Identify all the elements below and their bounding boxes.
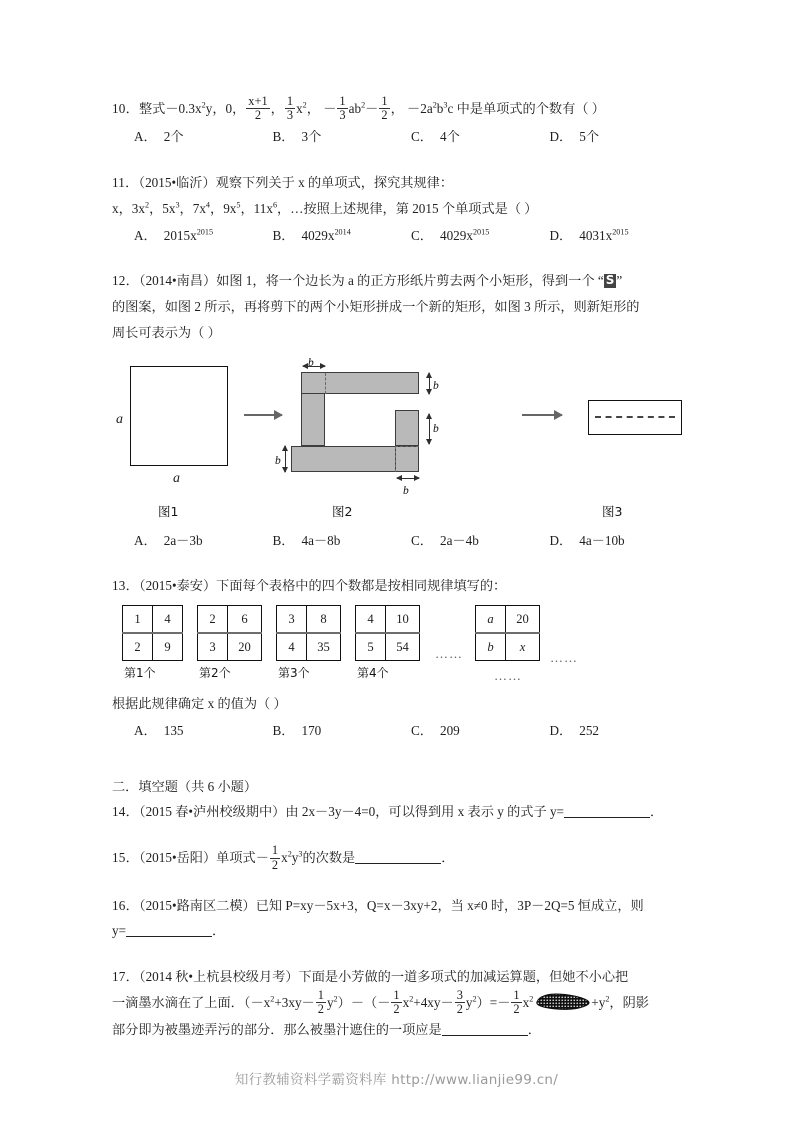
section-2-heading: 二．填空题（共 6 小题） bbox=[112, 778, 258, 794]
question-16-line-2 bbox=[112, 918, 688, 944]
q17-line3-before: 部分即为被墨迹弄污的部分．那么被墨汁遮住的一项应是 bbox=[112, 1022, 442, 1038]
pattern-table-4-caption: 第4个 bbox=[357, 666, 389, 681]
figure-captions bbox=[112, 500, 688, 520]
q16-line2-prefix: y= bbox=[112, 923, 127, 939]
q12-line1a: （2014•南昌）如图 1，将一个边长为 a 的正方形纸片剪去两个小矩形，得到一个 “ bbox=[138, 273, 604, 289]
table4-cell-r1c1: 4 bbox=[356, 606, 386, 634]
q17-line2-b: +3xy－ bbox=[274, 994, 315, 1010]
q17-line1-text: （2014 秋•上杭县校级月考）下面是小芳做的一道多项式的加减运算题，但她不小心把 bbox=[138, 968, 629, 984]
q10-option-a-text: 2个 bbox=[163, 129, 184, 145]
q11-term-5: 9x bbox=[223, 200, 237, 216]
q15-fraction bbox=[270, 844, 280, 871]
q13-option-c-text: 209 bbox=[439, 722, 460, 738]
dim-label-b-bottom: b bbox=[403, 484, 409, 497]
q17-frac2-numerator: 1 bbox=[393, 988, 400, 1003]
q10-option-b-label: B． bbox=[272, 129, 295, 145]
pattern-table-3 bbox=[276, 605, 341, 661]
q11-option-c-base: 4029x bbox=[439, 227, 473, 243]
s-shape-top-bar bbox=[301, 372, 419, 394]
q13-option-d-label: D． bbox=[549, 722, 573, 738]
q17-frac3-denominator: 2 bbox=[456, 1002, 463, 1017]
question-12-options bbox=[112, 528, 688, 554]
q16-line2-suffix: ． bbox=[212, 923, 226, 939]
page-content bbox=[112, 96, 688, 1043]
q10-sep-3: ， bbox=[390, 101, 404, 116]
q11-option-c-sup: 2015 bbox=[472, 227, 490, 237]
q10-sup-3: 2 bbox=[361, 100, 366, 110]
q10-frac4-numerator: 1 bbox=[381, 94, 388, 109]
q13-option-d[interactable] bbox=[550, 718, 689, 744]
q15-mono-sup-1: 2 bbox=[287, 849, 292, 859]
q13-option-b-label: B． bbox=[272, 722, 295, 738]
q10-frac3-numerator: 1 bbox=[339, 94, 346, 109]
q17-line2-f: +4xy－ bbox=[413, 994, 454, 1010]
q13-option-b[interactable] bbox=[273, 718, 412, 744]
spacer bbox=[112, 944, 688, 964]
q10-frac2-numerator: 1 bbox=[286, 94, 294, 109]
q11-option-d-label: D． bbox=[549, 227, 573, 243]
s-shape-glyph: S bbox=[605, 273, 615, 288]
q10-option-d[interactable] bbox=[550, 124, 689, 150]
table2-cell-r2c2: 20 bbox=[228, 633, 262, 661]
question-11-line-2: x，$3x^2$，$5x^3$，$7x^4$，$9x^5$，$11x^6$，…按照上述规律，第 2015 个单项式是（ ） bbox=[112, 200, 538, 216]
q17-sup-c: 2 bbox=[333, 994, 338, 1004]
q10-minus-1: － bbox=[323, 101, 337, 116]
question-12-line-2: 的图案，如图 2 所示，再将剪下的两个小矩形拼成一个新的矩形，如图 3 所示，则新矩形的 bbox=[112, 299, 640, 315]
table3-cell-r1c1: 3 bbox=[277, 606, 307, 634]
ellipsis-between-tables: …… bbox=[435, 646, 463, 662]
s-shape-dashed-guide-top bbox=[325, 373, 326, 394]
question-13-tables bbox=[122, 605, 688, 691]
q15-answer-blank[interactable] bbox=[355, 851, 441, 865]
q17-frac1-numerator: 1 bbox=[317, 988, 324, 1003]
q11-term-1: x bbox=[112, 200, 119, 216]
q10-option-c[interactable] bbox=[411, 124, 550, 150]
q16-line1-text: （2015•路南区二模）已知 P=xy－5x+3，Q=x－3xy+2，当 x≠0 时，3P－2Q=5 恒成立，则 bbox=[138, 897, 644, 913]
q15-mono-base-2: y bbox=[291, 850, 299, 866]
q13-option-a-text: 135 bbox=[163, 722, 184, 738]
q17-line2-k: ，阴影 bbox=[609, 994, 649, 1010]
question-17-line-2 bbox=[112, 990, 688, 1017]
question-13-number: 13． bbox=[112, 578, 139, 594]
question-12-line-1 bbox=[112, 268, 688, 294]
q10-frac1-numerator: x+1 bbox=[248, 94, 268, 109]
dim-label-b-right-upper: b bbox=[433, 379, 439, 392]
q10-tail-end: c 中是单项式的个数有（ ） bbox=[447, 101, 605, 116]
tablen-cell-r1c1: a bbox=[476, 606, 506, 634]
q17-line2-e: x bbox=[402, 994, 410, 1010]
q11-term-6-sup: 6 bbox=[272, 200, 278, 210]
q10-option-a-label: A． bbox=[134, 129, 157, 145]
q11-option-b-label: B． bbox=[272, 227, 295, 243]
q15-frac-denominator: 2 bbox=[271, 857, 279, 872]
spacer bbox=[112, 744, 688, 774]
question-11-number: 11． bbox=[112, 175, 139, 191]
ellipsis-right-of-tables: …… bbox=[550, 650, 578, 666]
q11-term-5-sup: 5 bbox=[236, 200, 241, 210]
pattern-table-4 bbox=[355, 605, 420, 661]
q10-frac2-denominator: 3 bbox=[286, 108, 294, 123]
q12-option-b-text: 4a－8b bbox=[301, 532, 341, 548]
q10-fraction-4 bbox=[379, 95, 389, 122]
q13-line1-text: （2015•泰安）下面每个表格中的四个数都是按相同规律填写的： bbox=[138, 578, 507, 594]
q10-option-b-text: 3个 bbox=[301, 129, 322, 145]
q17-sup-e: 2 bbox=[409, 994, 414, 1004]
question-15-number: 15． bbox=[112, 850, 139, 866]
q10-option-a[interactable] bbox=[134, 124, 273, 150]
q12-option-a[interactable] bbox=[134, 528, 273, 554]
question-12 bbox=[112, 268, 688, 553]
q12-option-d-text: 4a－10b bbox=[579, 532, 625, 548]
table4-cell-r2c2: 54 bbox=[386, 633, 420, 661]
q17-frac1-denominator: 2 bbox=[317, 1002, 324, 1017]
figure1-side-label-a: a bbox=[116, 411, 123, 427]
table3-cell-r2c1: 4 bbox=[277, 633, 307, 661]
table4-cell-r2c1: 5 bbox=[356, 633, 386, 661]
q11-line1-text: （2015•临沂）观察下列关于 x 的单项式，探究其规律： bbox=[138, 175, 454, 191]
s-shape-dashed-guide-mid bbox=[395, 446, 419, 447]
question-16-number: 16． bbox=[112, 897, 139, 913]
q17-line2-j: +y bbox=[591, 994, 606, 1010]
dim-line-b-bottom bbox=[397, 478, 419, 479]
s-shape-middle-right-bar bbox=[395, 410, 419, 446]
q12-option-d-label: D． bbox=[549, 532, 573, 548]
tablen-cell-r2c1: b bbox=[476, 633, 506, 661]
q10-sup-4: 2 bbox=[432, 100, 437, 110]
question-10-options bbox=[112, 124, 688, 150]
arrow-figure1-to-figure2 bbox=[244, 414, 282, 416]
q11-term-2: 3x bbox=[131, 200, 145, 216]
q17-line2-h: ）=－ bbox=[476, 994, 511, 1010]
figure1-square bbox=[130, 366, 228, 466]
dim-line-b-right-upper bbox=[429, 373, 430, 394]
q17-frac2-denominator: 2 bbox=[393, 1002, 400, 1017]
q16-answer-blank[interactable] bbox=[126, 924, 212, 938]
q11-option-d-base: 4031x bbox=[579, 227, 613, 243]
q11-option-d-sup: 2015 bbox=[612, 227, 629, 237]
figure-caption-2: 图2 bbox=[332, 503, 353, 519]
q17-sup-j: 2 bbox=[605, 994, 610, 1004]
q17-line2-g: y bbox=[465, 994, 473, 1010]
pattern-table-3-caption: 第3个 bbox=[278, 666, 310, 681]
question-10-number: 10． bbox=[112, 101, 139, 116]
q10-option-c-label: C． bbox=[411, 129, 433, 145]
q10-after-frac2: x bbox=[296, 101, 303, 116]
q10-fraction-3 bbox=[337, 95, 347, 122]
table2-cell-r1c2: 6 bbox=[228, 606, 262, 634]
q17-sup-a: 2 bbox=[270, 994, 275, 1004]
question-13-line-1 bbox=[112, 573, 688, 599]
q10-sup-5: 3 bbox=[443, 100, 448, 110]
q10-frac1-denominator: 2 bbox=[246, 108, 269, 122]
question-14-line bbox=[112, 799, 688, 825]
q17-fraction-4 bbox=[511, 989, 521, 1016]
question-10 bbox=[112, 96, 688, 150]
figure1-bottom-label-a: a bbox=[173, 470, 180, 486]
question-12-number: 12． bbox=[112, 273, 139, 289]
q10-stem-prefix: 整式－0.3x bbox=[138, 101, 202, 116]
q12-option-b[interactable] bbox=[273, 528, 412, 554]
q10-sup-2: 2 bbox=[302, 100, 307, 110]
q17-line2-d: ）－（－ bbox=[337, 994, 391, 1010]
s-shape-bottom-right-bar bbox=[395, 446, 419, 472]
q11-option-a[interactable] bbox=[134, 223, 273, 249]
q12-option-b-label: B． bbox=[272, 532, 295, 548]
q14-answer-blank[interactable] bbox=[564, 805, 650, 819]
q17-frac4-denominator: 2 bbox=[513, 1002, 520, 1017]
q10-frac3-denominator: 3 bbox=[339, 108, 346, 123]
question-17 bbox=[112, 964, 688, 1043]
q11-term-3: 5x bbox=[162, 200, 176, 216]
q10-frac4-denominator: 2 bbox=[381, 108, 388, 123]
pattern-table-2-caption: 第2个 bbox=[199, 666, 231, 681]
q13-option-d-text: 252 bbox=[579, 722, 599, 738]
q15-text-mid: 的次数是 bbox=[302, 850, 356, 866]
dim-line-b-left-lower bbox=[285, 446, 286, 472]
question-17-line-3 bbox=[112, 1017, 688, 1043]
q17-line2-c: y bbox=[326, 994, 334, 1010]
table1-cell-r2c1: 2 bbox=[123, 633, 153, 661]
q10-after-frac3: ab bbox=[348, 101, 362, 116]
q17-fraction-2 bbox=[391, 989, 401, 1016]
question-14 bbox=[112, 799, 688, 825]
q15-mono-sup-2: 3 bbox=[298, 849, 303, 859]
q15-frac-numerator: 1 bbox=[271, 843, 279, 858]
q11-option-b-sup: 2014 bbox=[334, 227, 351, 237]
spacer bbox=[112, 150, 688, 170]
footer-watermark: 知行教辅资料学霸资料库 http://www.lianjie99.cn/ bbox=[234, 1072, 559, 1088]
question-14-number: 14． bbox=[112, 804, 139, 820]
q17-line2-a: 一滴墨水滴在了上面．（－x bbox=[112, 994, 271, 1010]
question-11-options bbox=[112, 223, 688, 249]
spacer bbox=[112, 873, 688, 893]
question-17-line-1 bbox=[112, 964, 688, 990]
q11-option-c[interactable] bbox=[411, 223, 550, 249]
question-15 bbox=[112, 845, 688, 872]
question-17-number: 17． bbox=[112, 968, 139, 984]
figure2-s-shape bbox=[275, 356, 483, 497]
q13-option-a[interactable] bbox=[134, 718, 273, 744]
q11-line2-tail: …按照上述规律，第 2015 个单项式是（ ） bbox=[290, 200, 538, 216]
q10-sep-1: ， bbox=[270, 101, 284, 116]
arrow-figure2-to-figure3 bbox=[522, 414, 562, 416]
s-shape-dashed-guide-bottom bbox=[395, 446, 396, 472]
q10-tail-mid: b bbox=[436, 101, 444, 116]
dim-line-b-top bbox=[303, 366, 325, 367]
q10-fraction-1 bbox=[246, 95, 269, 122]
q15-text-after: ． bbox=[441, 850, 455, 866]
question-12-line-3: 周长可表示为（ ） bbox=[112, 324, 221, 340]
q11-term-4: 7x bbox=[192, 200, 206, 216]
q11-term-2-sup: 2 bbox=[144, 200, 150, 210]
q12-option-a-text: 2a－3b bbox=[163, 532, 203, 548]
tablen-cell-r2c2: x bbox=[506, 633, 540, 661]
q11-option-d[interactable] bbox=[550, 223, 689, 249]
q12-option-c-label: C． bbox=[411, 532, 433, 548]
q17-fraction-3 bbox=[455, 989, 465, 1016]
table3-cell-r1c2: 8 bbox=[307, 606, 341, 634]
q17-sup-g: 2 bbox=[472, 994, 477, 1004]
q13-option-b-text: 170 bbox=[301, 722, 322, 738]
table1-cell-r1c2: 4 bbox=[153, 606, 183, 634]
tablen-cell-r1c2: 20 bbox=[506, 606, 540, 634]
q13-option-a-label: A． bbox=[134, 722, 157, 738]
table1-cell-r2c2: 9 bbox=[153, 633, 183, 661]
table1-cell-r1c1: 1 bbox=[123, 606, 153, 634]
q11-option-a-sup: 2015 bbox=[196, 227, 214, 237]
q12-option-c-text: 2a－4b bbox=[439, 532, 479, 548]
ellipsis-below-tables: …… bbox=[494, 668, 522, 684]
table2-cell-r1c1: 2 bbox=[198, 606, 228, 634]
q10-option-d-label: D． bbox=[549, 129, 573, 145]
question-16-line-1 bbox=[112, 893, 688, 919]
q11-term-6: 11x bbox=[253, 200, 273, 216]
question-10-stem bbox=[112, 96, 688, 123]
question-12-figure bbox=[118, 352, 688, 500]
question-11 bbox=[112, 170, 688, 248]
spacer bbox=[112, 248, 688, 268]
q10-sup-1: 2 bbox=[201, 100, 206, 110]
question-16 bbox=[112, 893, 688, 944]
figure3-dashed-seam bbox=[595, 416, 675, 418]
pattern-table-n bbox=[475, 605, 540, 661]
question-11-line-1 bbox=[112, 170, 688, 196]
dim-line-b-right-lower bbox=[429, 414, 430, 444]
pattern-table-1-caption: 第1个 bbox=[124, 666, 156, 681]
q10-stem-mid: y，0， bbox=[205, 101, 246, 116]
q12-line1b: ” bbox=[616, 273, 623, 289]
q17-line2-i: x bbox=[522, 994, 530, 1010]
question-13-line-2: 根据此规律确定 x 的值为（ ） bbox=[112, 696, 287, 712]
q11-term-4-sup: 4 bbox=[205, 200, 210, 210]
q15-text-before: （2015•岳阳）单项式－ bbox=[138, 850, 269, 866]
figure-caption-3: 图3 bbox=[602, 503, 623, 519]
q10-option-d-text: 5个 bbox=[579, 129, 599, 145]
q15-mono-base-1: x bbox=[281, 850, 288, 866]
figure-caption-1: 图1 bbox=[158, 503, 179, 519]
q10-option-c-text: 4个 bbox=[439, 129, 460, 145]
q17-line3-after: ． bbox=[527, 1022, 541, 1038]
table3-cell-r2c2: 35 bbox=[307, 633, 341, 661]
pattern-table-1 bbox=[122, 605, 183, 661]
q11-option-c-label: C． bbox=[411, 227, 433, 243]
question-13 bbox=[112, 573, 688, 743]
q10-option-b[interactable] bbox=[273, 124, 412, 150]
question-15-line bbox=[112, 845, 688, 872]
q14-text-after: ． bbox=[649, 804, 664, 820]
q11-term-3-sup: 3 bbox=[175, 200, 180, 210]
table2-cell-r2c1: 3 bbox=[198, 633, 228, 661]
pattern-table-2 bbox=[197, 605, 262, 661]
q11-option-a-label: A． bbox=[134, 227, 157, 243]
q10-fraction-2 bbox=[285, 95, 295, 122]
dim-label-b-left-lower: b bbox=[275, 454, 281, 467]
q17-answer-blank[interactable] bbox=[442, 1023, 528, 1037]
q10-tail: －2a bbox=[407, 101, 433, 116]
q12-option-c[interactable] bbox=[411, 528, 550, 554]
question-13-options bbox=[112, 718, 688, 744]
q17-fraction-1 bbox=[316, 989, 326, 1016]
spacer bbox=[112, 553, 688, 573]
q17-frac4-numerator: 1 bbox=[513, 988, 520, 1003]
q10-minus-2: － bbox=[365, 101, 379, 116]
table4-cell-r1c2: 10 bbox=[386, 606, 420, 634]
ink-blot-icon bbox=[534, 993, 590, 1010]
q11-option-a-base: 2015x bbox=[163, 227, 197, 243]
q14-text-before: （2015 春•泸州校级期中）由 2x－3y－4=0，可以得到用 x 表示 y 的式子 y= bbox=[138, 804, 564, 820]
spacer bbox=[112, 825, 688, 845]
q17-frac3-numerator: 3 bbox=[456, 988, 463, 1003]
q10-sep-2: ， bbox=[306, 101, 320, 116]
dim-label-b-right-lower: b bbox=[433, 422, 439, 435]
q12-option-d[interactable] bbox=[550, 528, 689, 554]
q11-option-b-base: 4029x bbox=[301, 227, 335, 243]
q11-option-b[interactable] bbox=[273, 223, 412, 249]
q13-option-c[interactable] bbox=[411, 718, 550, 744]
figure3-rectangle bbox=[588, 400, 682, 435]
q13-option-c-label: C． bbox=[411, 722, 433, 738]
q17-sup-i: 2 bbox=[529, 994, 534, 1004]
q12-option-a-label: A． bbox=[134, 532, 157, 548]
dim-label-b-top: b bbox=[308, 356, 314, 369]
